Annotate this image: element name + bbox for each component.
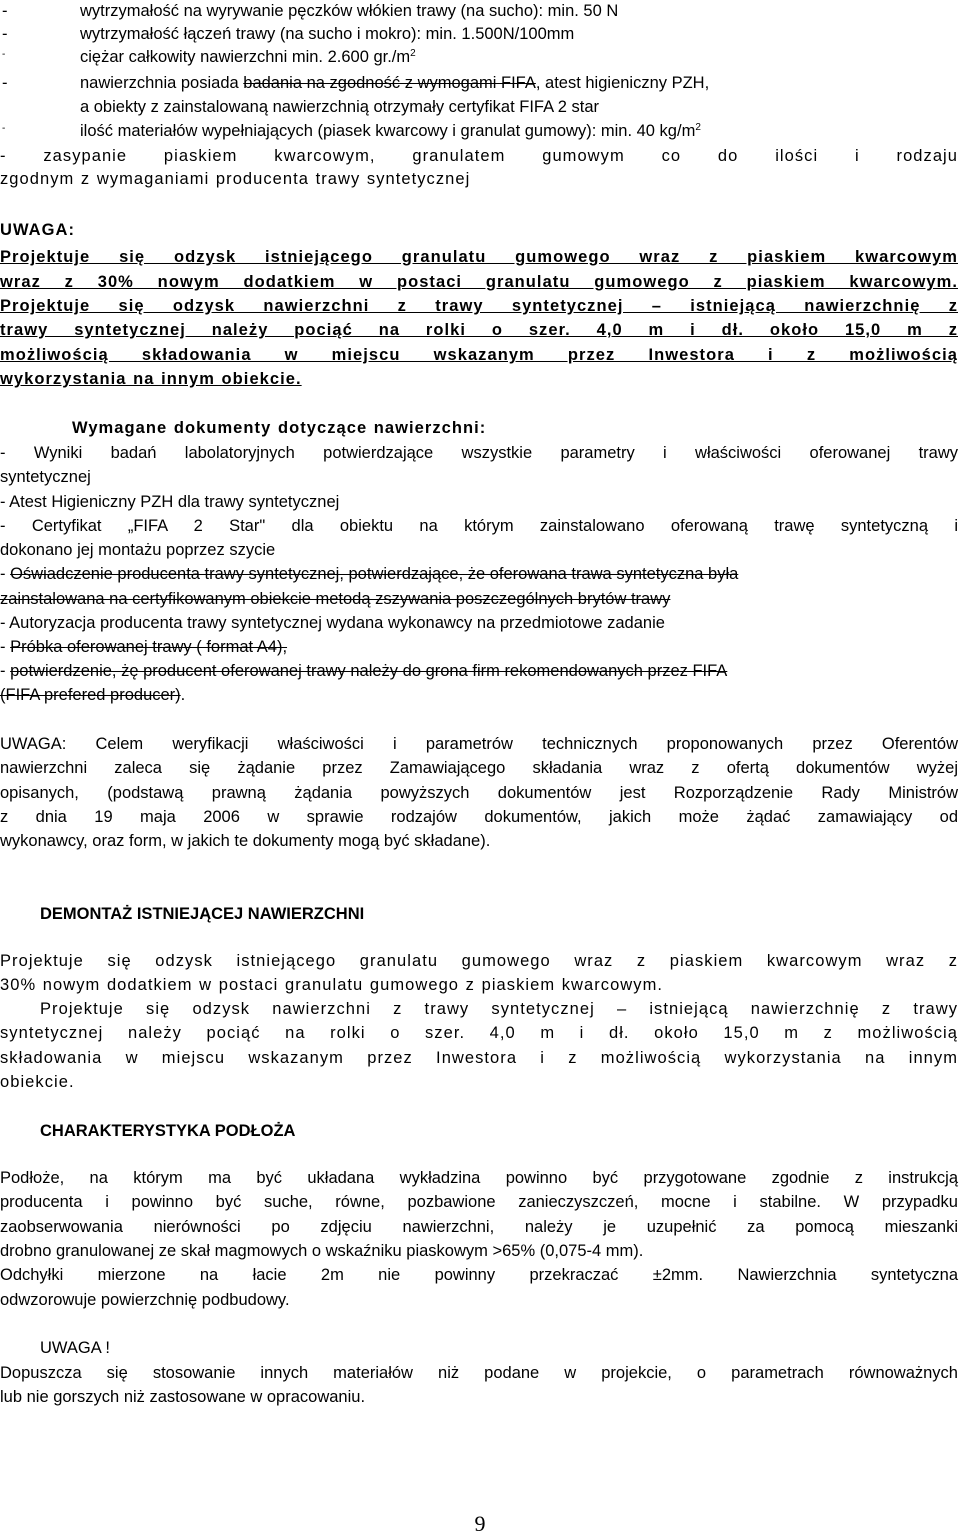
document-item: - Wyniki badań labolatoryjnych potwierdzające wszystkie parametry i właściwości oferowanej trawy: [0, 444, 958, 462]
uwaga-final-line: Dopuszcza się stosowanie innych materiałów niż podane w projekcie, o parametrach równoważnych: [0, 1364, 958, 1382]
bullet-dash: -: [2, 25, 8, 43]
demontaz-line: obiekcie.: [0, 1073, 75, 1091]
podloze-line: Odchyłki mierzone na łacie 2m nie powinny przekraczać ±2mm. Nawierzchnia syntetyczna: [0, 1266, 958, 1284]
uwaga-final-line: lub nie gorszych niż zastosowane w opracowaniu.: [0, 1388, 366, 1406]
spec-text: nawierzchnia posiada badania na zgodność z wymogami FIFA, atest higieniczny PZH,: [80, 74, 710, 92]
podloze-line: drobno granulowanej ze skał magmowych o wskaźniku piaskowym >65% (0,075-4 mm).: [0, 1242, 644, 1260]
spec-text: wytrzymałość łączeń trawy (na sucho i mokro): min. 1.500N/100mm: [80, 25, 575, 43]
uwaga-line: Projektuje się odzysk istniejącego granulatu gumowego wraz z piaskiem kwarcowym: [0, 248, 958, 266]
document-item-struck: - Oświadczenie producenta trawy syntetycznej, potwierdzające, że oferowana trawa syntetyczna była: [0, 565, 739, 583]
document-item-struck: - Próbka oferowanej trawy ( format A4),: [0, 638, 288, 656]
section-heading-podloze: CHARAKTERYSTYKA PODŁOŻA: [40, 1122, 296, 1140]
uwaga-exclamation-label: UWAGA !: [40, 1339, 110, 1357]
spec-text: ciężar całkowity nawierzchni min. 2.600 $gr./m^2$: [80, 48, 416, 66]
uwaga-paragraph-line: wykonawcy, oraz form, w jakich te dokumenty mogą być składane).: [0, 832, 491, 850]
podloze-line: odwzorowuje powierzchnię podbudowy.: [0, 1291, 290, 1309]
uwaga-line: Projektuje się odzysk nawierzchni z trawy syntetycznej – istniejącą nawierzchnię z: [0, 297, 958, 315]
document-item-struck: - potwierdzenie, żę producent oferowanej trawy należy do grona firm rekomendowanych przez FIFA: [0, 662, 728, 680]
spec-text: wytrzymałość na wyrywanie pęczków włókien trawy (na sucho): min. 50 N: [80, 2, 619, 20]
bullet-dash: -: [2, 74, 8, 92]
spec-text: a obiekty z zainstalowaną nawierzchnią otrzymały certyfikat FIFA 2 star: [80, 98, 600, 116]
uwaga-line: wykorzystania na innym obiekcie.: [0, 370, 302, 388]
uwaga-line: wraz z 30% nowym dodatkiem w postaci granulatu gumowego z piaskiem kwarcowym.: [0, 273, 958, 291]
spec-line: - zasypanie piaskiem kwarcowym, granulatem gumowym co do ilości i rodzaju: [0, 147, 958, 165]
uwaga-label: UWAGA:: [0, 221, 76, 239]
demontaz-line: Projektuje się odzysk istniejącego granulatu gumowego wraz z piaskiem kwarcowym wraz z: [0, 952, 958, 970]
uwaga-paragraph-line: nawierzchni zaleca się żądanie przez Zamawiającego składania wraz z ofertą dokumentów wyżej: [0, 759, 958, 777]
podloze-line: producenta i powinno być suche, równe, pozbawione zanieczyszczeń, mocne i stabilne. W przypadku: [0, 1193, 958, 1211]
uwaga-line: możliwością składowania w miejscu wskazanym przez Inwestora i z możliwością: [0, 346, 958, 364]
document-item-continued: dokonano jej montażu poprzez szycie: [0, 541, 276, 559]
bullet-dash: -: [2, 49, 6, 60]
bullet-dash: -: [2, 123, 6, 134]
document-item-struck-continued: (FIFA prefered producer).: [0, 686, 186, 704]
demontaz-line: 30% nowym dodatkiem w postaci granulatu gumowego z piaskiem kwarcowym.: [0, 976, 664, 994]
demontaz-line: syntetycznej należy pociąć na rolki o szer. 4,0 m i dł. około 15,0 m z możliwością: [0, 1024, 958, 1042]
documents-heading: Wymagane dokumenty dotyczące nawierzchni:: [72, 419, 487, 437]
podloze-line: zaobserwowania nierówności po zdjęciu nawierzchni, należy je uzupełnić za pomocą mieszanki: [0, 1218, 958, 1236]
document-item: - Autoryzacja producenta trawy syntetycznej wydana wykonawcy na przedmiotowe zadanie: [0, 614, 665, 632]
uwaga-paragraph-line: UWAGA: Celem weryfikacji właściwości i parametrów technicznych proponowanych przez Oferentów: [0, 735, 958, 753]
struck-text: badania na zgodność z wymogami FIFA: [243, 74, 536, 92]
document-item-continued: syntetycznej: [0, 468, 91, 486]
uwaga-line: trawy syntetycznej należy pociąć na rolki o szer. 4,0 m i dł. około 15,0 m z: [0, 321, 958, 339]
uwaga-paragraph-line: opisanych, (podstawą prawną żądania powyższych dokumentów jest Rozporządzenie Rady Ministrów: [0, 784, 958, 802]
section-heading-demontaz: DEMONTAŻ ISTNIEJĄCEJ NAWIERZCHNI: [40, 905, 365, 923]
uwaga-paragraph-line: z dnia 19 maja 2006 w sprawie rodzajów dokumentów, jakich może żądać zamawiający od: [0, 808, 958, 826]
document-item: - Certyfikat „FIFA 2 Star" dla obiektu na którym zainstalowano oferowaną trawę syntetyczną i: [0, 517, 958, 535]
demontaz-line: Projektuje się odzysk nawierzchni z trawy syntetycznej – istniejącą nawierzchnię z trawy: [40, 1000, 958, 1018]
document-item-struck-continued: zainstalowana na certyfikowanym obiekcie metodą zszywania poszczególnych brytów trawy: [0, 590, 671, 608]
bullet-dash: -: [2, 2, 8, 20]
page-number: 9: [474, 1511, 486, 1536]
spec-line-continued: zgodnym z wymaganiami producenta trawy syntetycznej: [0, 170, 471, 188]
spec-text: ilość materiałów wypełniających (piasek kwarcowy i granulat gumowy): min. 40 $kg/m^2$: [80, 122, 701, 140]
document-item: - Atest Higieniczny PZH dla trawy syntetycznej: [0, 493, 340, 511]
podloze-line: Podłoże, na którym ma być układana wykładzina powinno być przygotowane zgodnie z instrukcją: [0, 1169, 958, 1187]
demontaz-line: składowania w miejscu wskazanym przez Inwestora i z możliwością wykorzystania na innym: [0, 1049, 958, 1067]
